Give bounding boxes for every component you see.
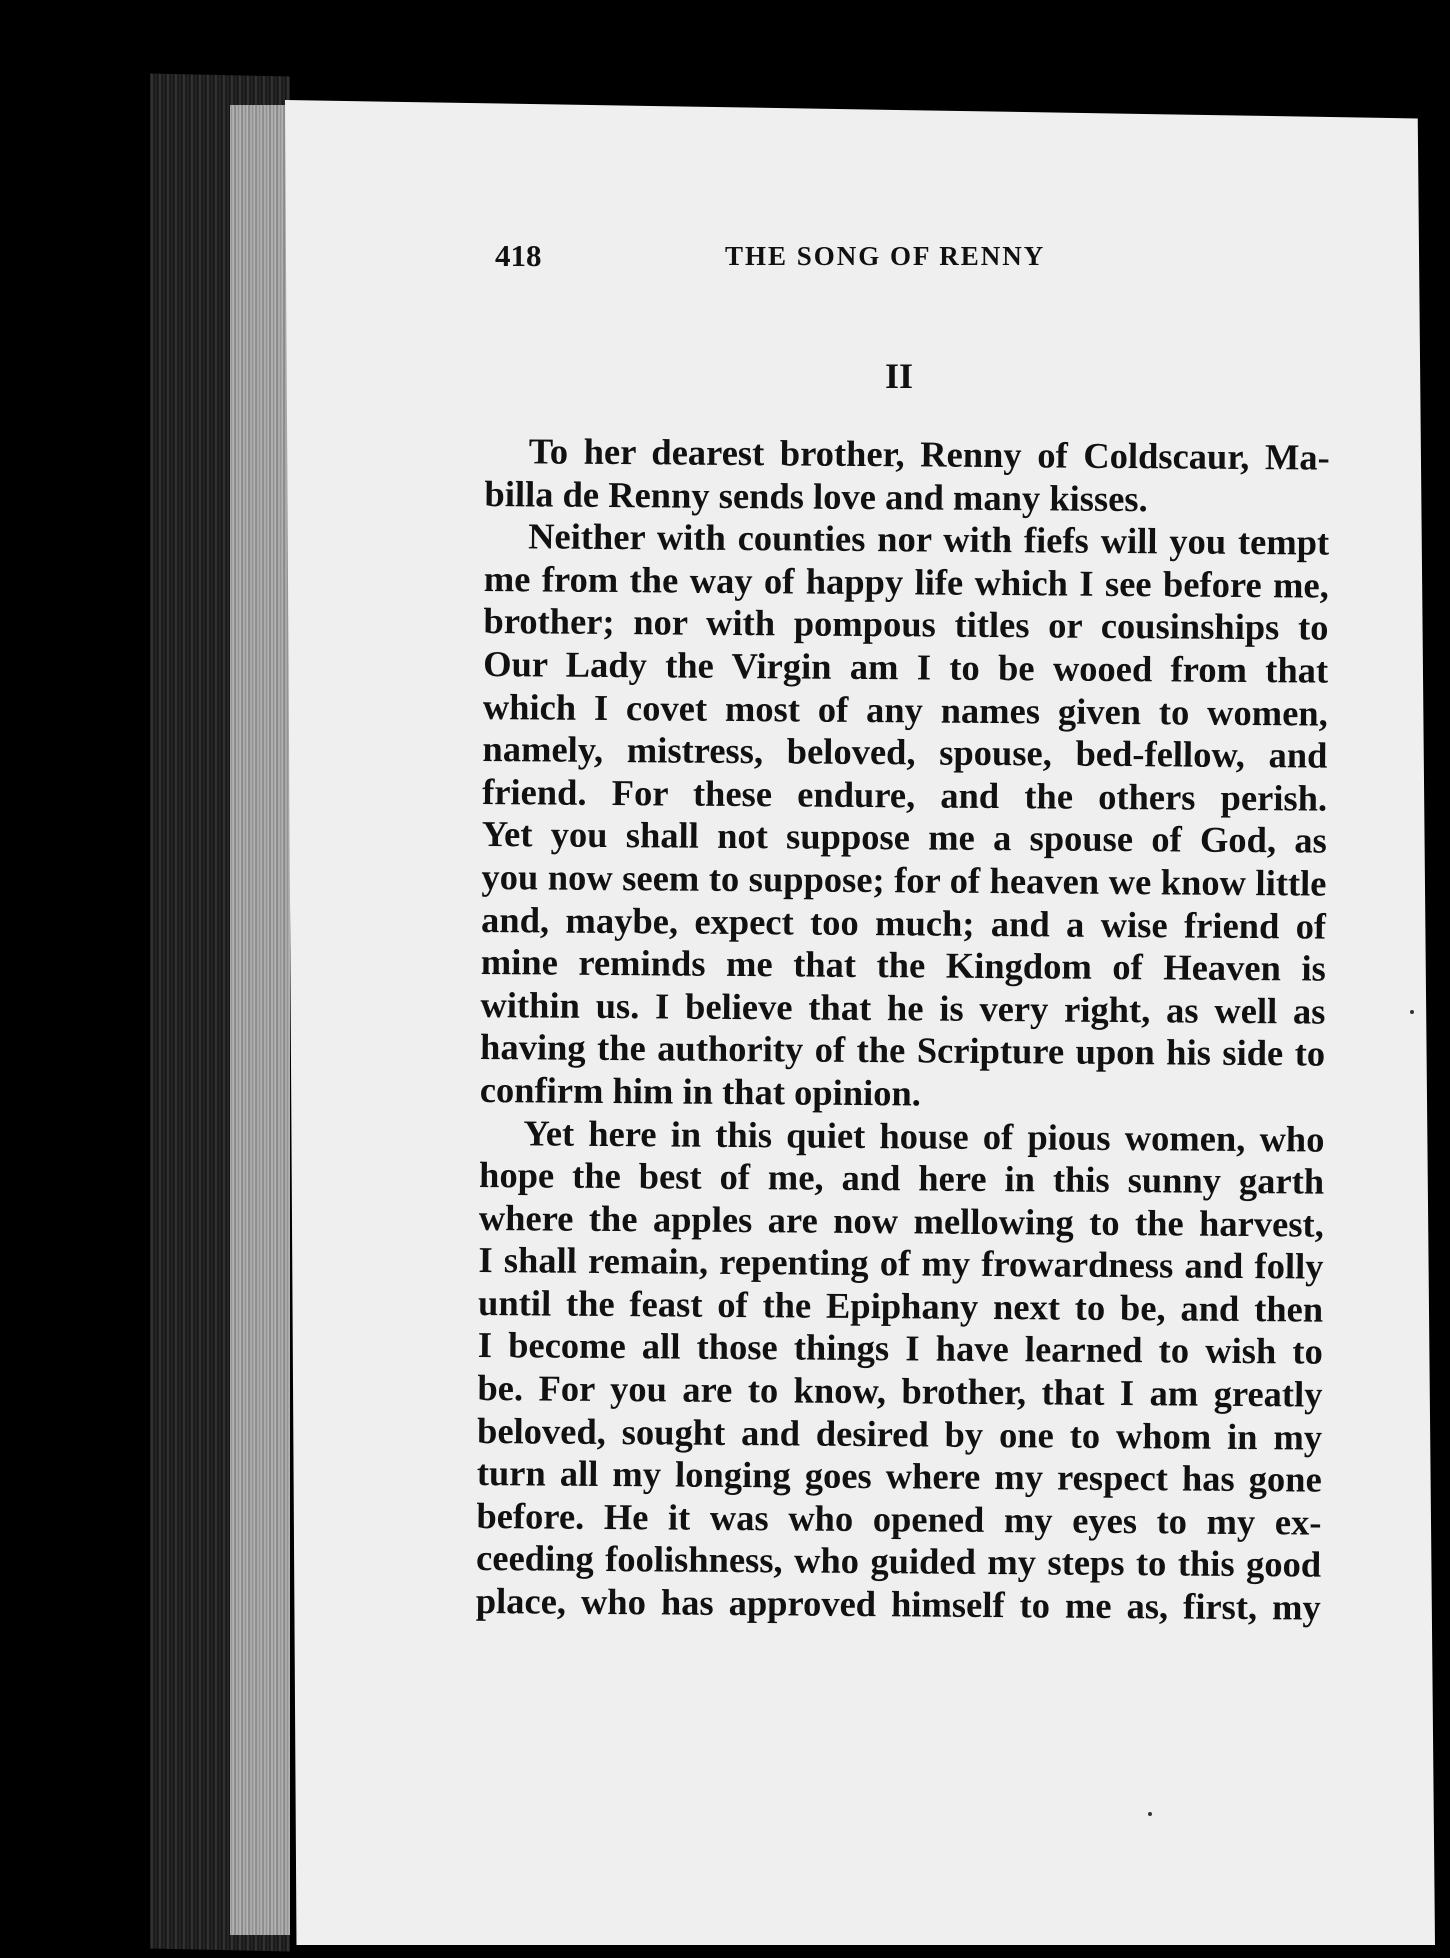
text-line: where the apples are now mellowing to the harvest, [478,1196,1324,1245]
body-text [476,430,1330,1629]
text-line: Yet you shall not suppose me a spouse of God, as [481,813,1327,861]
text-line: I become all those things I have learned to wish to [477,1324,1323,1373]
text-line: Our Lady the Virgin am I to be wooed from that [483,642,1329,691]
text-line: Neither with counties nor with fiefs will you tempt [528,515,1330,563]
text-line: you now seem to suppose; for of heaven we know little [481,855,1327,904]
text-line: confirm him in that opinion. [479,1068,922,1114]
text-line: place, who has approved himself to me as, first, my [475,1579,1321,1628]
text-line: ceeding foolishness, who guided my steps to this good [475,1537,1322,1586]
text-line: beloved, sought and desired by one to whom in my [476,1409,1323,1458]
text-line: mine reminds me that the Kingdom of Heaven is [480,941,1326,989]
page-stack-edge [230,105,290,1935]
text-line: To her dearest brother, Renny of Coldscaur, Ma- [528,430,1330,478]
text-line: brother; nor with pompous titles or cousinships to [483,600,1329,649]
text-line: and, maybe, expect too much; and a wise friend of [480,898,1327,947]
text-line: having the authority of the Scripture upon his side to [479,1026,1326,1074]
text-line: friend. For these endure, and the others perish. [482,770,1328,819]
chapter-numeral: II [885,356,914,396]
text-line: Yet here in this quiet house of pious women, who [523,1111,1325,1160]
page-speck [1148,1812,1152,1816]
page-number: 418 [495,238,542,273]
page-header [495,238,1125,278]
text-line: hope the best of me, and here in this sunny garth [478,1154,1325,1202]
text-line: before. He it was who opened my eyes to my ex- [476,1494,1322,1543]
text-line: namely, mistress, beloved, spouse, bed-fellow, and [482,728,1328,776]
text-line: turn all my longing goes where my respect has gone [476,1452,1322,1500]
text-line: which I covet most of any names given to women, [482,685,1328,734]
text-line: billa de Renny sends love and many kisses. [484,472,1148,519]
text-line: within us. I believe that he is very right, as well as [480,983,1326,1032]
text-line: until the feast of the Epiphany next to be, and then [477,1281,1324,1330]
text-line: be. For you are to know, brother, that I am greatly [477,1367,1323,1415]
text-line: me from the way of happy life which I see before me, [483,557,1329,606]
page-speck [1410,1010,1414,1014]
running-head: THE SONG OF RENNY [725,241,1046,271]
text-line: I shall remain, repenting of my frowardness and folly [478,1239,1324,1287]
